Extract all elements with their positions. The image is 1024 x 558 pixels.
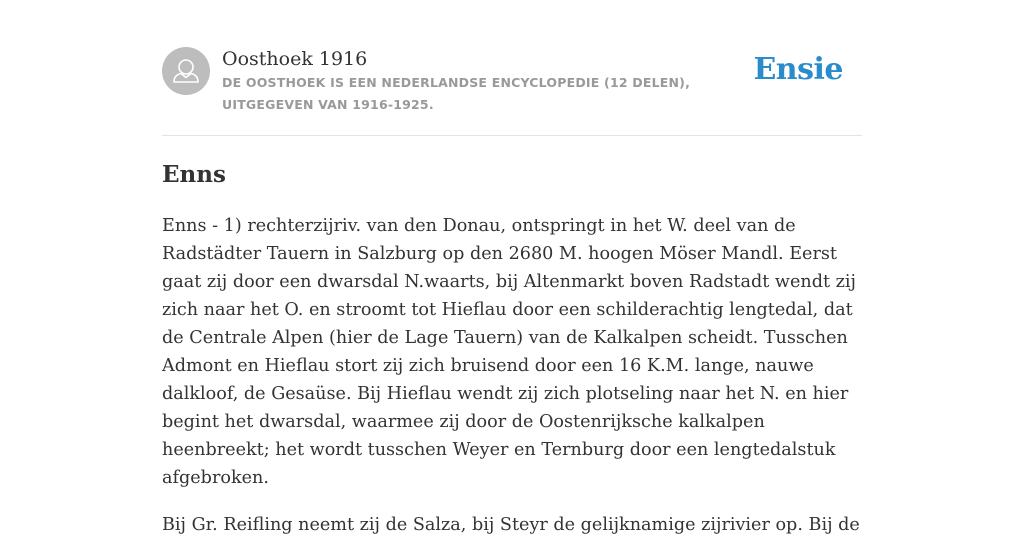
source-description: DE OOSTHOEK IS EEN NEDERLANDSE ENCYCLOPEDIE (12 DELEN), UITGEGEVEN VAN 1916-1925. xyxy=(222,75,691,112)
source-title[interactable]: Oosthoek 1916 xyxy=(222,48,368,70)
article-paragraph: Enns - 1) rechterzijriv. van den Donau, ontspringt in het W. deel van de Radstädter Tauern in Salzburg op den 2680 M. hoogen Möser Mandl. Eerst gaat zij door een dwarsdal N.waarts, bij Altenmarkt boven Radstadt wendt zij zich naar het O. en stroomt tot Hieflau door een schilderachtig lengtedal, dat de Centrale Alpen (hier de Lage Tauern) van de Kalkalpen scheidt. Tusschen Admont en Hieflau stort zij zich bruisend door een 16 K.M. lange, nauwe dalkloof, de Gesaüse. Bij Hieflau wendt zij zich plotseling naar het N. en hier begint het dwarsdal, waarmee zij door de Oostenrijksche kalkalpen heenbreekt; het wordt tusschen Weyer en Ternburg door een lengtedalstuk afgebroken. xyxy=(162,216,856,488)
entry-title: Enns xyxy=(162,161,226,188)
article-body xyxy=(162,212,870,558)
user-avatar-icon[interactable] xyxy=(162,47,210,95)
ensie-logo[interactable]: Ensie xyxy=(753,52,843,87)
header-divider xyxy=(162,135,862,136)
source-header xyxy=(162,46,862,116)
article-paragraph: Bij Gr. Reifling neemt zij de Salza, bij Steyr de gelijknamige zijrivier op. Bij de xyxy=(162,515,860,535)
